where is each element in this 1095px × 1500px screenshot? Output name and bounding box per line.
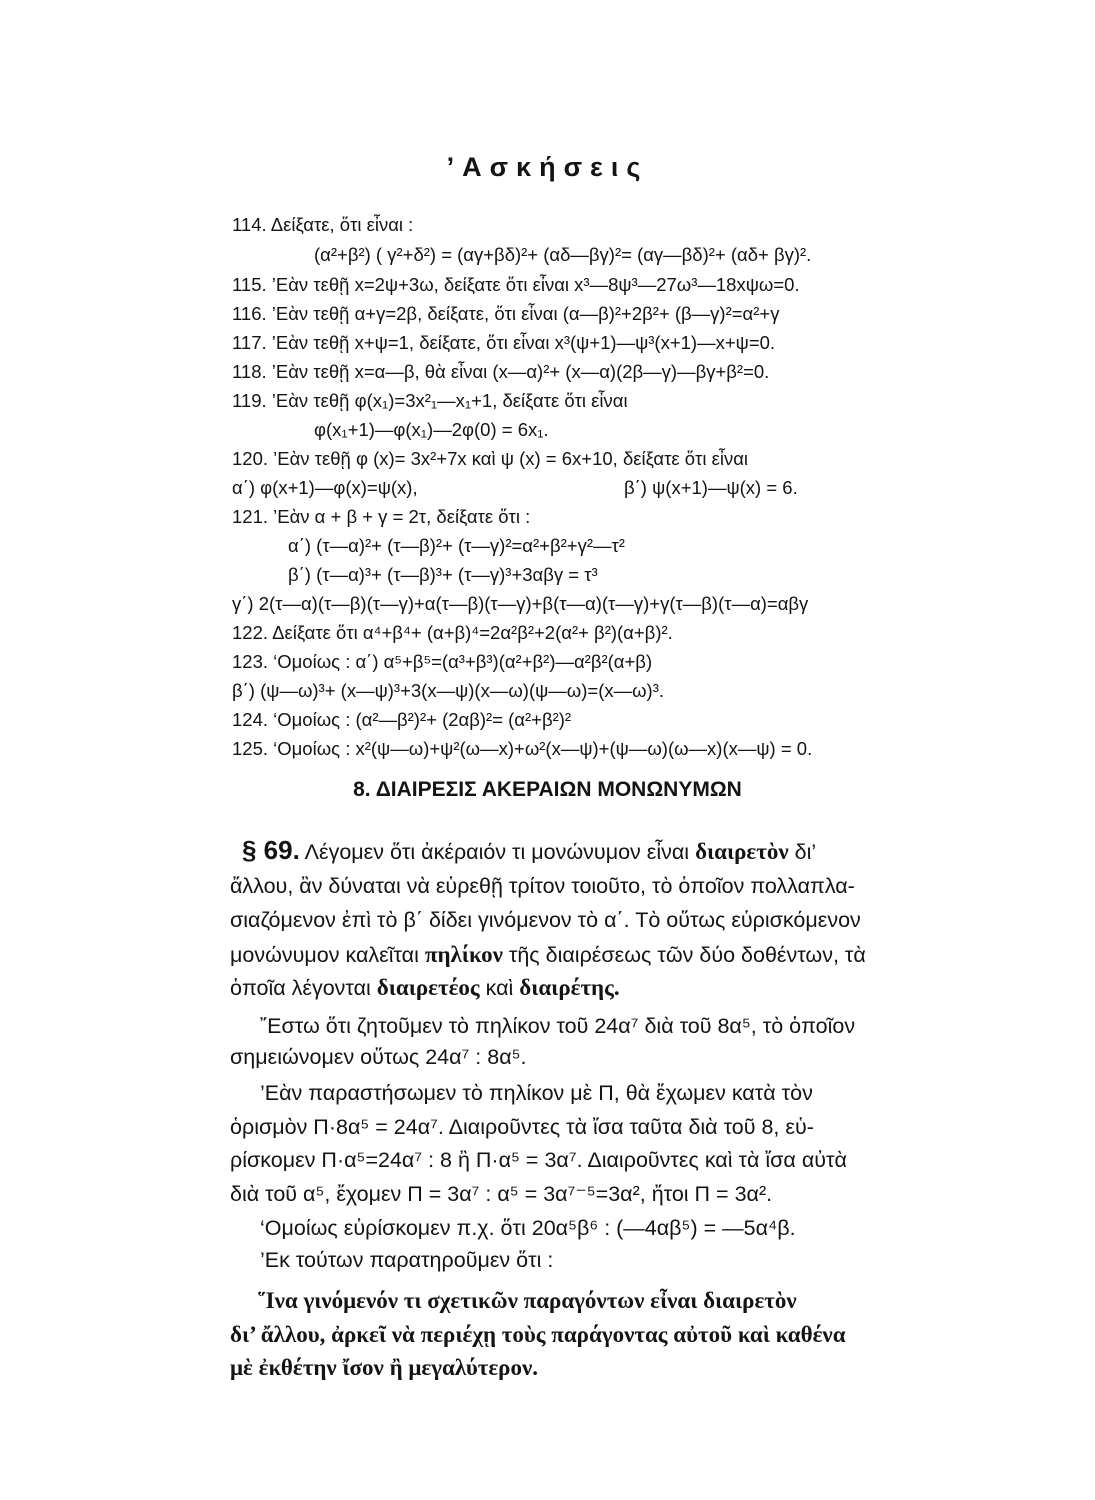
exercise-118: 118. ’Εὰν τεθῇ x=α—β, θὰ εἶναι (x—α)²+ (x—α)(2β—γ)—βγ+β²=0. [232,361,770,382]
term-pilikon: πηλίκον [424,942,503,967]
exercise-121: 121. ’Εὰν α + β + γ = 2τ, δείξατε ὅτι : [232,506,531,527]
exercise-120: 120. ’Εὰν τεθῇ φ (x)= 3x²+7x καὶ ψ (x) = 6x+10, δείξατε ὅτι εἶναι [232,448,749,469]
section-title: 8. ΔΙΑΙΡΕΣΙΣ ΑΚΕΡΑΙΩΝ ΜΟΝΩΝΥΜΩΝ [353,778,742,801]
paragraph-2-line-2: σημειώνομεν οὕτως 24α⁷ : 8α⁵. [230,1045,527,1069]
exercise-121-a: α΄) (τ—α)²+ (τ—β)²+ (τ—γ)²=α²+β²+γ²—τ² [288,535,625,556]
rule-line-3: μὲ ἐκθέτην ἴσον ἢ μεγαλύτερον. [230,1355,539,1380]
exercise-119-formula: φ(x₁+1)—φ(x₁)—2φ(0) = 6x₁. [314,419,549,440]
exercise-123: 123. ‘Ομοίως : α΄) α⁵+β⁵=(α³+β³)(α²+β²)—α²β²(α+β) [232,651,653,672]
paragraph-69-line-2: ἄλλου, ἂν δύναται νὰ εὑρεθῇ τρίτον τοιοῦτο, τὸ ὁποῖον πολλαπλα- [230,874,855,898]
term-diairetos: διαιρετὸν [695,839,789,864]
paragraph-3-line-4: διὰ τοῦ α⁵, ἔχομεν Π = 3α⁷ : α⁵ = 3α⁷⁻⁵=3α², ἤτοι Π = 3α². [230,1182,773,1206]
exercise-122: 122. Δείξατε ὅτι α⁴+β⁴+ (α+β)⁴=2α²β²+2(α²+ β²)(α+β)². [232,622,673,643]
exercise-121-c: γ΄) 2(τ—α)(τ—β)(τ—γ)+α(τ—β)(τ—γ)+β(τ—α)(τ—γ)+γ(τ—β)(τ—α)=αβγ [232,593,809,614]
paragraph-5: ’Εκ τούτων παρατηροῦμεν ὅτι : [260,1248,554,1272]
paragraph-3-line-3: ρίσκομεν Π·α⁵=24α⁷ : 8 ἢ Π·α⁵ = 3α⁷. Διαιροῦντες καὶ τὰ ἴσα αὐτὰ [230,1148,847,1172]
paragraph-69-line-5: ὁποῖα λέγονται διαιρετέος καὶ διαιρέτης. [230,975,620,1000]
exercise-125: 125. ‘Ομοίως : x²(ψ—ω)+ψ²(ω—x)+ω²(x—ψ)+(ψ—ω)(ω—x)(x—ψ) = 0. [232,738,813,759]
rule-line-2: δι’ ἄλλου, ἀρκεῖ νὰ περιέχῃ τοὺς παράγοντας αὐτοῦ καὶ καθένα [230,1322,846,1347]
exercise-117: 117. ’Εὰν τεθῇ x+ψ=1, δείξατε, ὅτι εἶναι x³(ψ+1)—ψ³(x+1)—x+ψ=0. [232,332,776,353]
paragraph-69-line-1: § 69. Λέγομεν ὅτι ἀκέραιόν τι μονώνυμον εἶναι διαιρετὸν δι’ [242,835,817,865]
paragraph-69-line-3: σιαζόμενον ἐπὶ τὸ β΄ δίδει γινόμενον τὸ α΄. Τὸ οὕτως εὑρισκόμενον [230,908,861,932]
term-diaireteos: διαιρετέος [376,975,480,1000]
exercise-124: 124. ‘Ομοίως : (α²—β²)²+ (2αβ)²= (α²+β²)² [232,709,572,730]
exercise-123-b: β΄) (ψ—ω)³+ (x—ψ)³+3(x—ψ)(x—ω)(ψ—ω)=(x—ω)³. [232,680,665,701]
exercise-116: 116. ’Εὰν τεθῇ α+γ=2β, δείξατε, ὅτι εἶναι (α—β)²+2β²+ (β—γ)²=α²+γ [232,303,780,324]
paragraph-3-line-2: ὁρισμὸν Π·8α⁵ = 24α⁷. Διαιροῦντες τὰ ἴσα ταῦτα διὰ τοῦ 8, εὑ- [230,1115,814,1139]
page-heading: ’Ασκήσεις [446,152,649,182]
exercise-120-b: β΄) ψ(x+1)—ψ(x) = 6. [624,477,798,498]
exercise-114-formula: (α²+β²) ( γ²+δ²) = (αγ+βδ)²+ (αδ—βγ)²= (αγ—βδ)²+ (αδ+ βγ)². [314,244,812,265]
exercise-119: 119. ’Εὰν τεθῇ φ(x₁)=3x²₁—x₁+1, δείξατε ὅτι εἶναι [232,390,628,411]
exercise-120-a: α΄) φ(x+1)—φ(x)=ψ(x), [232,477,418,498]
rule-line-1: ῞Ινα γινόμενόν τι σχετικῶν παραγόντων εἶναι διαιρετὸν [258,1288,797,1313]
paragraph-3-line-1: ’Εὰν παραστήσωμεν τὸ πηλίκον μὲ Π, θὰ ἔχωμεν κατὰ τὸν [260,1081,813,1105]
paragraph-69-line-4: μονώνυμον καλεῖται πηλίκον τῆς διαιρέσεως τῶν δύο δοθέντων, τὰ [230,942,866,967]
exercise-115: 115. ’Εὰν τεθῇ x=2ψ+3ω, δείξατε ὅτι εἶναι x³—8ψ³—27ω³—18xψω=0. [232,274,800,295]
exercise-121-b: β΄) (τ—α)³+ (τ—β)³+ (τ—γ)³+3αβγ = τ³ [288,564,598,585]
exercise-114: 114. Δείξατε, ὅτι εἶναι : [232,214,414,235]
paragraph-2-line-1: ῎Εστω ὅτι ζητοῦμεν τὸ πηλίκον τοῦ 24α⁷ διὰ τοῦ 8α⁵, τὸ ὁποῖον [260,1014,856,1038]
term-diairetis: διαιρέτης. [519,975,620,1000]
section-number: § 69. [242,835,300,865]
paragraph-4: ‘Ομοίως εὑρίσκομεν π.χ. ὅτι 20α⁵β⁶ : (—4αβ⁵) = —5α⁴β. [260,1216,796,1240]
